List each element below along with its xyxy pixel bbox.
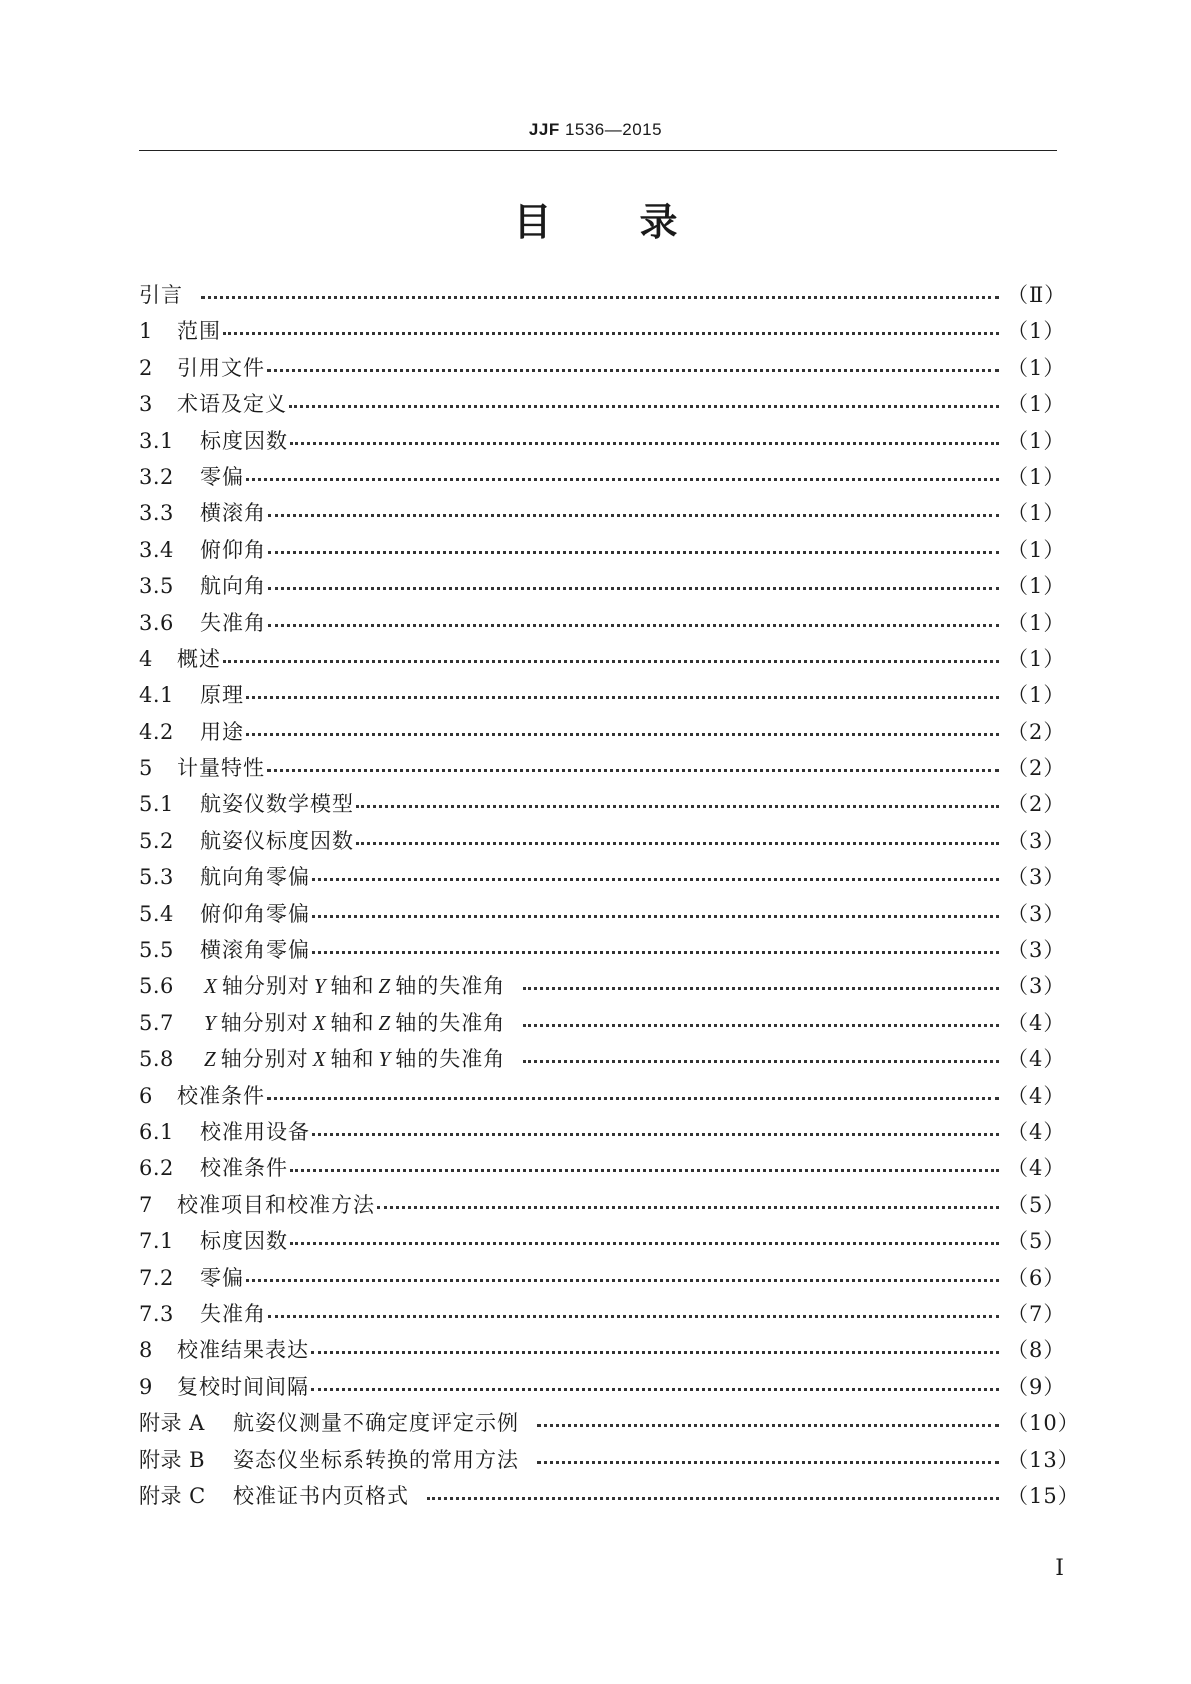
toc-number: 7 (139, 1192, 153, 1217)
toc-number: 3 (139, 392, 153, 417)
toc-page-number: （13） (1007, 1447, 1080, 1472)
toc-entry[interactable] (139, 751, 1066, 787)
toc-leader-dots (311, 1367, 999, 1391)
toc-label: Z 轴分别对 X 轴和 Y 轴的失准角 (204, 1047, 506, 1072)
toc-entry[interactable] (139, 1261, 1066, 1297)
toc-leader-dots (246, 675, 999, 699)
toc-entry[interactable] (139, 1479, 1080, 1515)
toc-entry[interactable] (139, 1151, 1066, 1187)
toc-label: 航姿仪测量不确定度评定示例 (233, 1411, 519, 1436)
running-header (0, 120, 1191, 140)
toc-entry[interactable] (139, 1224, 1066, 1260)
toc-entry[interactable] (139, 424, 1066, 460)
toc-page-number: （6） (1007, 1265, 1066, 1290)
toc-leader-dots (290, 421, 999, 445)
toc-number: 2 (139, 355, 153, 380)
toc-leader-dots (523, 1003, 999, 1027)
toc-leader-dots (268, 1294, 999, 1318)
toc-number: 5.6 (139, 974, 174, 999)
toc-entry[interactable] (139, 314, 1066, 350)
standard-prefix: JJF (528, 120, 560, 139)
toc-entry[interactable] (139, 860, 1066, 896)
table-of-contents (139, 278, 1080, 1515)
toc-entry[interactable] (139, 642, 1066, 678)
toc-label: 俯仰角 (200, 537, 266, 562)
toc-number: 1 (139, 319, 153, 344)
toc-page-number: （10） (1007, 1411, 1080, 1436)
toc-leader-dots (356, 784, 999, 808)
toc-leader-dots (267, 748, 999, 772)
toc-entry[interactable] (139, 569, 1066, 605)
toc-entry[interactable] (139, 496, 1066, 532)
toc-page-number: （1） (1007, 610, 1066, 635)
toc-entry[interactable] (139, 824, 1066, 860)
toc-number: 3.6 (139, 610, 174, 635)
toc-leader-dots (312, 1112, 999, 1136)
page-title (0, 196, 1191, 248)
toc-leader-dots (523, 1039, 999, 1063)
toc-leader-dots (201, 275, 999, 299)
toc-number: 4.2 (139, 719, 174, 744)
toc-number: 7.2 (139, 1265, 174, 1290)
toc-leader-dots (537, 1403, 999, 1427)
toc-leader-dots (312, 930, 999, 954)
toc-page-number: （1） (1007, 319, 1066, 344)
toc-label: X 轴分别对 Y 轴和 Z 轴的失准角 (204, 974, 506, 999)
toc-entry[interactable] (139, 787, 1066, 823)
header-rule (139, 150, 1057, 151)
toc-label: 范围 (177, 319, 221, 344)
toc-label: 校准项目和校准方法 (177, 1192, 375, 1217)
toc-page-number: （1） (1007, 428, 1066, 453)
toc-entry[interactable] (139, 969, 1066, 1005)
toc-label: 术语及定义 (177, 392, 287, 417)
toc-entry[interactable] (139, 533, 1066, 569)
toc-page-number: （5） (1007, 1192, 1066, 1217)
toc-number: 4.1 (139, 683, 174, 708)
toc-number: 7.3 (139, 1301, 174, 1326)
toc-number: 3.4 (139, 537, 174, 562)
toc-entry[interactable] (139, 278, 1067, 314)
toc-entry[interactable] (139, 1370, 1066, 1406)
toc-label: 零偏 (200, 1265, 244, 1290)
toc-label: 俯仰角零偏 (200, 901, 310, 926)
toc-page-number: （Ⅱ） (1007, 283, 1067, 307)
toc-number: 6.2 (139, 1156, 174, 1181)
toc-page-number: （4） (1007, 1156, 1066, 1181)
toc-entry[interactable] (139, 387, 1066, 423)
standard-number: 1536—2015 (564, 120, 663, 139)
title-char-2: 录 (639, 200, 678, 244)
toc-entry[interactable] (139, 1188, 1066, 1224)
toc-number: 6 (139, 1083, 153, 1108)
toc-entry[interactable] (139, 1006, 1066, 1042)
toc-label: 标度因数 (200, 1229, 288, 1254)
toc-page-number: （2） (1007, 792, 1066, 817)
toc-page-number: （2） (1007, 719, 1066, 744)
toc-page-number: （3） (1007, 865, 1066, 890)
toc-label: 横滚角 (200, 501, 266, 526)
toc-page-number: （15） (1007, 1483, 1080, 1508)
toc-leader-dots (268, 566, 999, 590)
toc-label: 航姿仪数学模型 (200, 792, 354, 817)
toc-number: 3.5 (139, 574, 174, 599)
toc-leader-dots (289, 384, 999, 408)
toc-number: 附录 A (139, 1411, 205, 1436)
toc-leader-dots (356, 821, 999, 845)
toc-label: 横滚角零偏 (200, 938, 310, 963)
toc-number: 5.1 (139, 792, 174, 817)
toc-entry[interactable] (139, 1079, 1066, 1115)
toc-label: 概述 (177, 646, 221, 671)
toc-leader-dots (223, 311, 999, 335)
toc-leader-dots (311, 1330, 999, 1354)
toc-label: 姿态仪坐标系转换的常用方法 (233, 1447, 519, 1472)
toc-label: 失准角 (200, 1301, 266, 1326)
toc-entry[interactable] (139, 351, 1066, 387)
toc-label: 引言 (139, 283, 183, 307)
toc-leader-dots (290, 1221, 999, 1245)
toc-number: 5.7 (139, 1010, 174, 1035)
toc-number: 5.5 (139, 938, 174, 963)
toc-entry[interactable] (139, 715, 1066, 751)
toc-entry[interactable] (139, 1042, 1066, 1078)
toc-label: 标度因数 (200, 428, 288, 453)
toc-number: 5 (139, 756, 153, 781)
toc-page-number: （3） (1007, 828, 1066, 853)
toc-number: 附录 B (139, 1447, 206, 1472)
toc-number: 6.1 (139, 1119, 174, 1144)
toc-leader-dots (537, 1440, 999, 1464)
toc-leader-dots (268, 493, 999, 517)
toc-label: Y 轴分别对 X 轴和 Z 轴的失准角 (204, 1010, 506, 1035)
toc-number: 5.2 (139, 828, 174, 853)
toc-leader-dots (246, 712, 999, 736)
toc-label: 航向角零偏 (200, 865, 310, 890)
toc-leader-dots (267, 348, 999, 372)
toc-page-number: （1） (1007, 683, 1066, 708)
toc-label: 计量特性 (177, 756, 265, 781)
toc-entry[interactable] (139, 678, 1066, 714)
toc-page-number: （1） (1007, 355, 1066, 380)
toc-page-number: （4） (1007, 1047, 1066, 1072)
toc-leader-dots (312, 894, 999, 918)
toc-number: 9 (139, 1374, 153, 1399)
toc-page-number: （1） (1007, 501, 1066, 526)
toc-label: 航向角 (200, 574, 266, 599)
toc-entry[interactable] (139, 606, 1066, 642)
toc-label: 失准角 (200, 610, 266, 635)
toc-number: 4 (139, 646, 153, 671)
toc-entry[interactable] (139, 933, 1066, 969)
toc-label: 校准结果表达 (177, 1338, 309, 1363)
toc-number: 8 (139, 1338, 153, 1363)
toc-number: 3.2 (139, 464, 174, 489)
toc-label: 校准用设备 (200, 1119, 310, 1144)
toc-number: 3.1 (139, 428, 174, 453)
toc-leader-dots (246, 1258, 999, 1282)
toc-page-number: （5） (1007, 1229, 1066, 1254)
toc-leader-dots (523, 966, 999, 990)
toc-label: 航姿仪标度因数 (200, 828, 354, 853)
toc-label: 校准条件 (200, 1156, 288, 1181)
toc-page-number: （3） (1007, 974, 1066, 999)
toc-entry[interactable] (139, 1333, 1066, 1369)
title-char-1: 目 (513, 200, 552, 244)
toc-number: 3.3 (139, 501, 174, 526)
toc-page-number: （1） (1007, 537, 1066, 562)
page-number: Ⅰ (1055, 1556, 1064, 1581)
toc-leader-dots (377, 1185, 999, 1209)
toc-page-number: （4） (1007, 1119, 1066, 1144)
toc-entry[interactable] (139, 460, 1066, 496)
toc-page-number: （1） (1007, 574, 1066, 599)
toc-leader-dots (268, 530, 999, 554)
toc-number: 5.8 (139, 1047, 174, 1072)
toc-leader-dots (268, 603, 999, 627)
toc-page-number: （2） (1007, 756, 1066, 781)
toc-label: 校准条件 (177, 1083, 265, 1108)
toc-page-number: （4） (1007, 1010, 1066, 1035)
toc-leader-dots (246, 457, 999, 481)
toc-label: 零偏 (200, 464, 244, 489)
toc-entry[interactable] (139, 1115, 1066, 1151)
toc-page-number: （7） (1007, 1301, 1066, 1326)
toc-leader-dots (427, 1476, 999, 1500)
toc-number: 5.3 (139, 865, 174, 890)
toc-label: 用途 (200, 719, 244, 744)
toc-number: 7.1 (139, 1229, 174, 1254)
toc-label: 复校时间间隔 (177, 1374, 309, 1399)
toc-entry[interactable] (139, 1443, 1080, 1479)
toc-leader-dots (267, 1076, 999, 1100)
toc-label: 原理 (200, 683, 244, 708)
toc-leader-dots (312, 857, 999, 881)
toc-label: 校准证书内页格式 (233, 1483, 409, 1508)
toc-page-number: （1） (1007, 464, 1066, 489)
toc-leader-dots (223, 639, 999, 663)
toc-entry[interactable] (139, 1297, 1066, 1333)
toc-page-number: （3） (1007, 938, 1066, 963)
toc-entry[interactable] (139, 1406, 1080, 1442)
toc-page-number: （1） (1007, 392, 1066, 417)
toc-page-number: （4） (1007, 1083, 1066, 1108)
toc-page-number: （3） (1007, 901, 1066, 926)
toc-page-number: （1） (1007, 646, 1066, 671)
toc-page-number: （8） (1007, 1338, 1066, 1363)
toc-label: 引用文件 (177, 355, 265, 380)
toc-number: 5.4 (139, 901, 174, 926)
toc-entry[interactable] (139, 897, 1066, 933)
toc-page-number: （9） (1007, 1374, 1066, 1399)
toc-number: 附录 C (139, 1483, 206, 1508)
toc-leader-dots (290, 1148, 999, 1172)
